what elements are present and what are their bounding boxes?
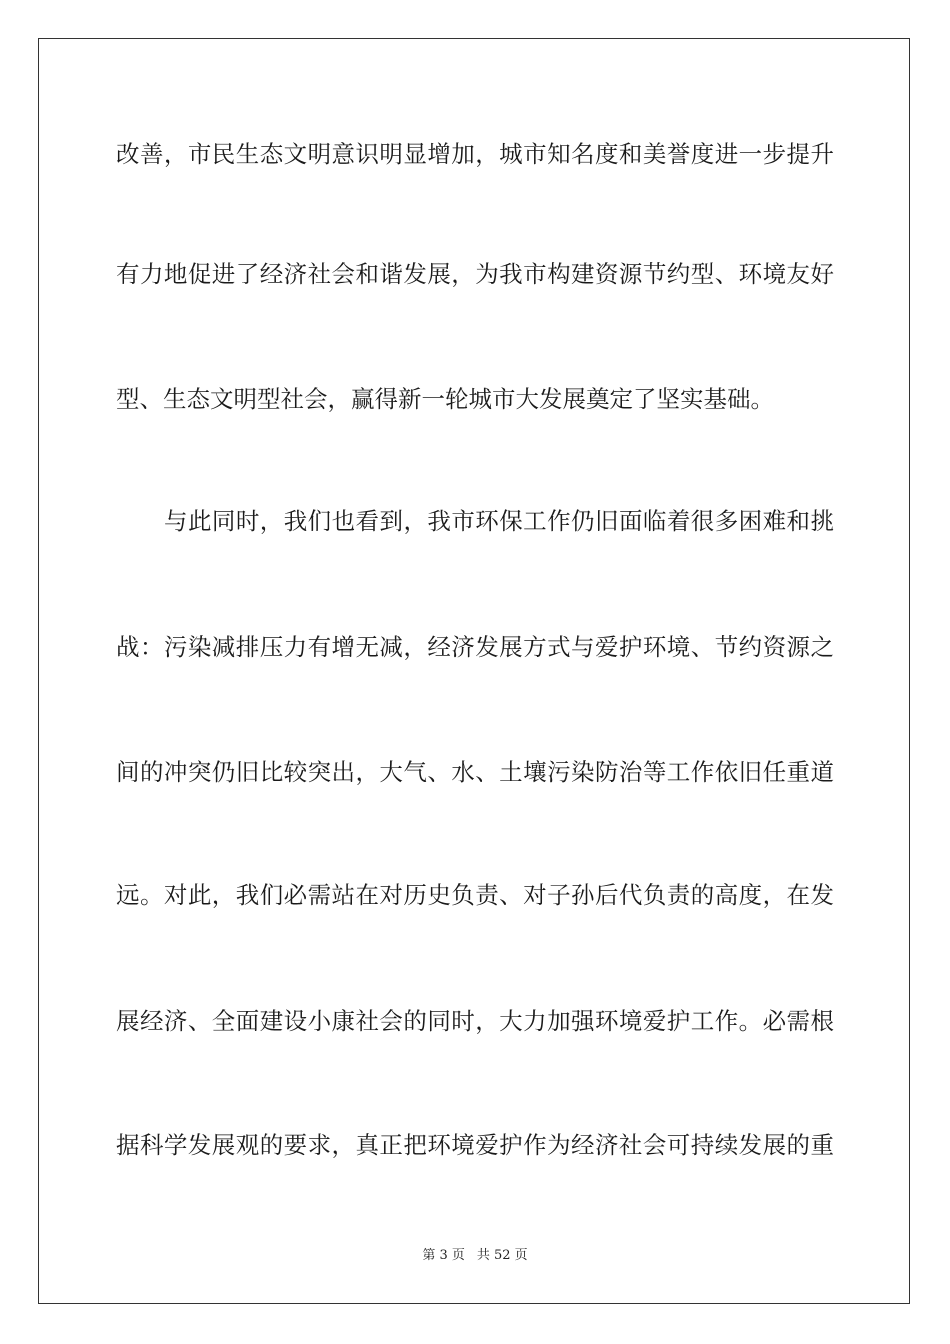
page-border	[38, 38, 910, 1304]
page-footer	[0, 1247, 950, 1265]
text-line-6: 间的冲突仍旧比较突出，大气、水、土壤污染防治等工作依旧任重道	[116, 758, 834, 786]
text-line-4: 与此同时，我们也看到，我市环保工作仍旧面临着很多困难和挑	[164, 507, 834, 535]
page-total: 共 52 页	[476, 1248, 528, 1263]
text-line-7: 远。对此，我们必需站在对历史负责、对子孙后代负责的高度，在发	[116, 881, 834, 909]
text-line-3: 型、生态文明型社会，赢得新一轮城市大发展奠定了坚实基础。	[116, 385, 774, 413]
page-number: 第 3 页	[422, 1248, 465, 1263]
text-line-8: 展经济、全面建设小康社会的同时，大力加强环境爱护工作。必需根	[116, 1007, 834, 1035]
text-line-2: 有力地促进了经济社会和谐发展，为我市构建资源节约型、环境友好	[116, 260, 834, 288]
text-line-1: 改善，市民生态文明意识明显增加，城市知名度和美誉度进一步提升	[116, 140, 834, 168]
text-line-5: 战：污染减排压力有增无减，经济发展方式与爱护环境、节约资源之	[116, 633, 834, 661]
text-line-9: 据科学发展观的要求，真正把环境爱护作为经济社会可持续发展的重	[116, 1131, 834, 1159]
